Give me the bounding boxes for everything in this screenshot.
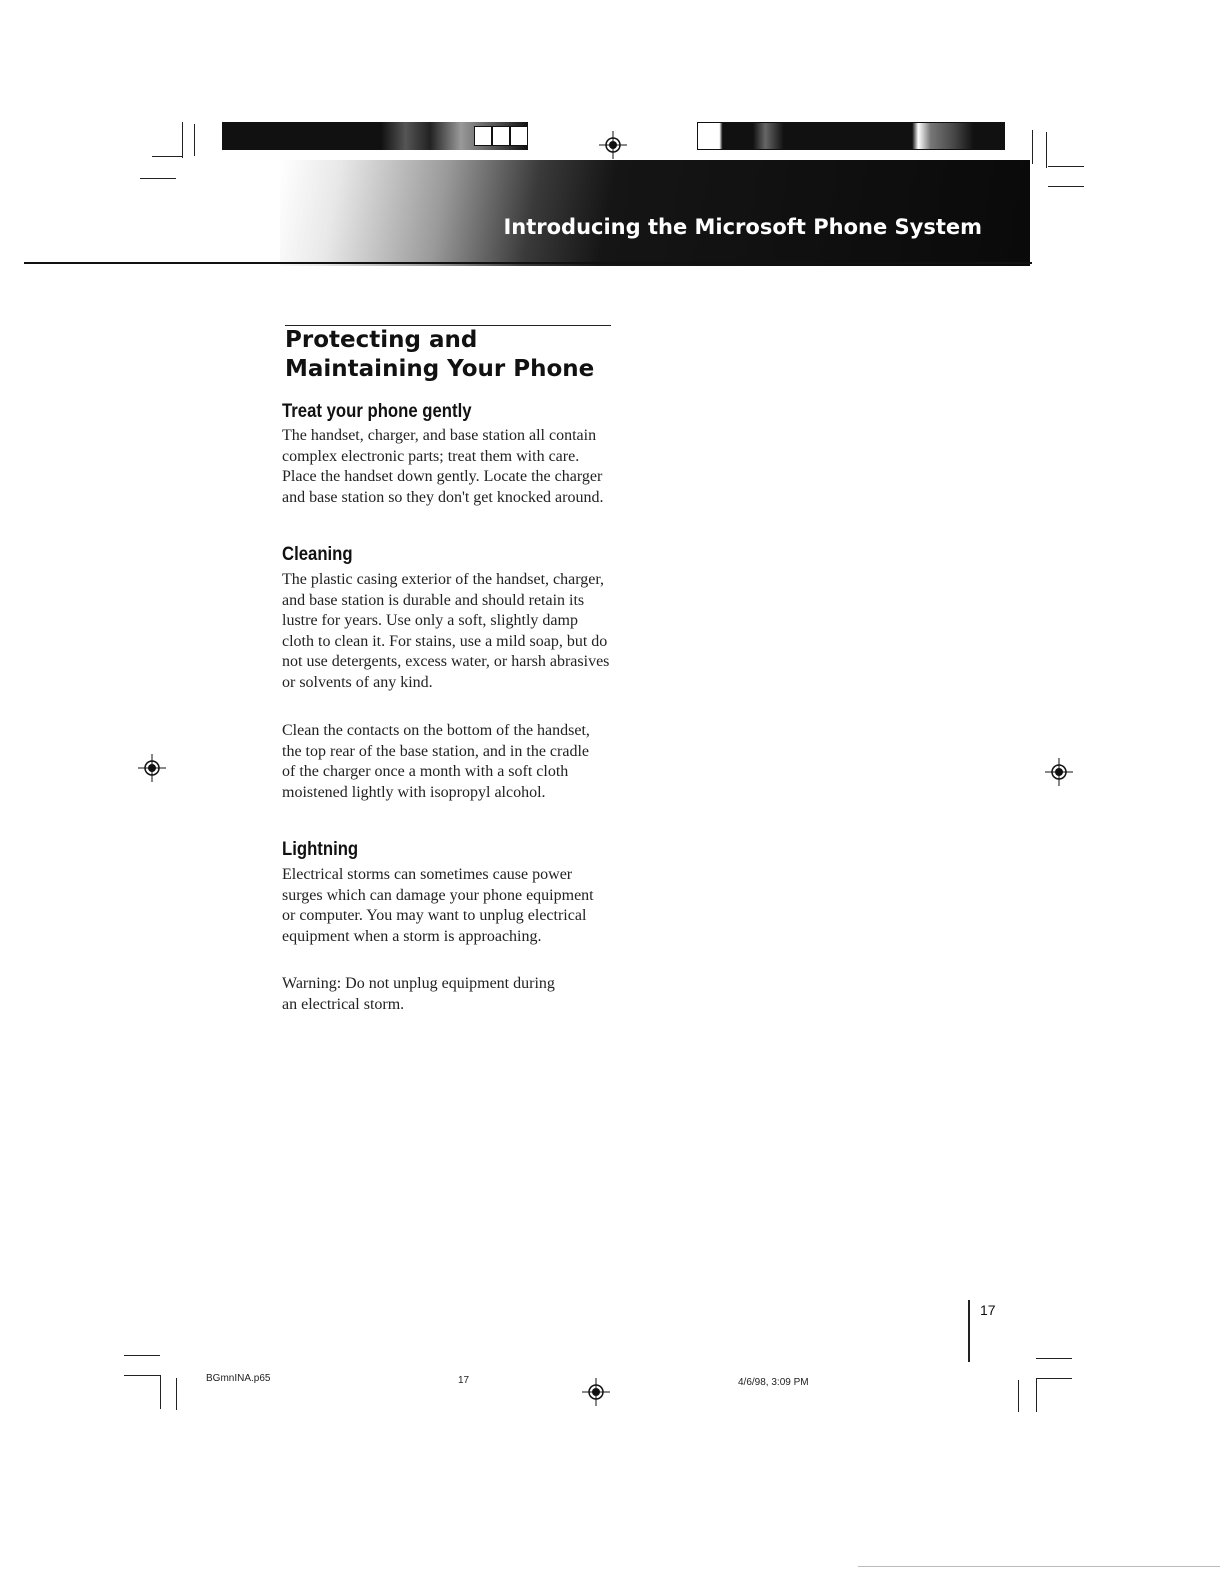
registration-mark-icon [1045, 758, 1073, 786]
page-number-rule [968, 1300, 970, 1362]
crop-mark [140, 178, 176, 179]
header-box [474, 126, 492, 146]
crop-mark [1048, 186, 1084, 187]
header-band-right [697, 122, 1005, 150]
crop-mark [152, 156, 182, 157]
crop-mark [1018, 1380, 1019, 1412]
paragraph: Clean the contacts on the bottom of the handset, the top rear of the base station, and in the cradle of the charger once a month with a soft cloth moistened lightly with isopropyl alcohol. [282, 722, 590, 801]
crop-mark [124, 1355, 160, 1356]
running-header [280, 160, 1030, 266]
crop-mark [160, 1375, 161, 1409]
page-number: 17 [980, 1302, 996, 1318]
paragraph: Electrical storms can sometimes cause power surges which can damage your phone equipment or computer. You may want to unplug electrical equipment when a storm is approaching. [282, 866, 594, 945]
subsection-heading: Treat your phone gently [282, 401, 472, 422]
crop-mark [1048, 166, 1084, 167]
slug-timestamp: 4/6/98, 3:09 PM [738, 1377, 809, 1388]
paragraph: The plastic casing exterior of the handset, charger, and base station is durable and should retain its lustre for years. Use only a soft, slightly damp cloth to clean it. For stains, use a mild soap, but do not use detergents, excess water, or harsh abrasives or solvents of any kind. [282, 571, 610, 691]
registration-mark-icon [582, 1378, 610, 1406]
crop-mark [1036, 1378, 1037, 1412]
crop-mark [1036, 1358, 1072, 1359]
crop-mark [182, 122, 183, 158]
registration-mark-icon [599, 131, 627, 159]
crop-mark [858, 1566, 1220, 1567]
running-title: Introducing the Microsoft Phone System [503, 215, 982, 239]
crop-mark [176, 1378, 177, 1410]
crop-mark [1036, 1378, 1072, 1379]
crop-mark [194, 124, 195, 156]
slug-page: 17 [458, 1375, 470, 1386]
section-title: Protecting and Maintaining Your Phone [285, 327, 595, 382]
paragraph: The handset, charger, and base station all contain complex electronic parts; treat them with care. Place the handset down gently. Locate the charger and base station so they don't get knocked around. [282, 427, 604, 506]
slug-filename: BGmnINA.p65 [206, 1373, 271, 1384]
crop-mark [124, 1375, 160, 1376]
subsection-heading: Lightning [282, 839, 359, 860]
crop-mark [1032, 130, 1033, 164]
crop-mark [1046, 132, 1047, 168]
header-rule [24, 262, 1032, 264]
registration-mark-icon [138, 754, 166, 782]
header-box [510, 126, 528, 146]
subsection-heading: Cleaning [282, 544, 353, 565]
warning-paragraph: Warning: Do not unplug equipment during an electrical storm. [282, 975, 555, 1013]
header-box [492, 126, 510, 146]
